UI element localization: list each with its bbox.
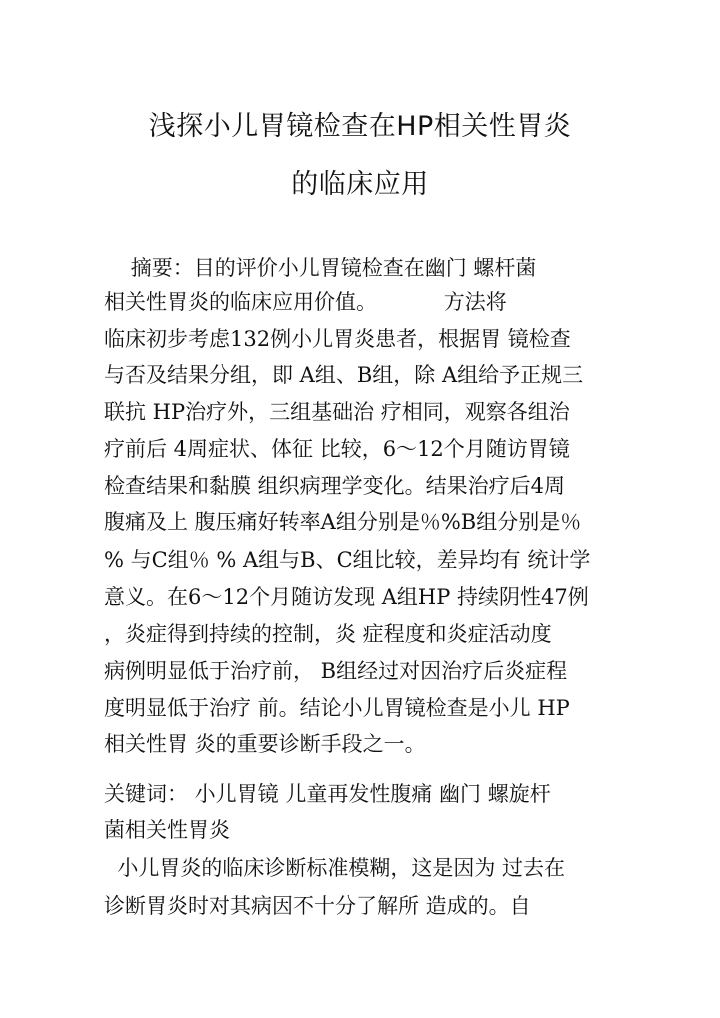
abstract-line: 相关性胃 炎的重要诊断手段之一。 [104,732,426,756]
keywords-line: 菌相关性胃炎 [104,818,230,842]
abstract-line: 度明显低于治疗 前。结论小儿胃镜检查是小儿 HP [104,696,570,720]
abstract-line: 病例明显低于治疗前， B组经过对因治疗后炎症程 [104,659,568,683]
abstract-line: ，炎症得到持续的控制，炎 症程度和炎症活动度 [104,622,552,646]
body-text-line: 小儿胃炎的临床诊断标准模糊，这是因为 过去在 [104,856,566,880]
document-title-line-1: 浅探小儿胃镜检查在HP相关性胃炎 [148,111,572,142]
abstract-line: 相关性胃炎的临床应用价值。 方法将 [104,290,507,314]
abstract-line: 疗前后 4周症状、体征 比较，6～12个月随访胃镜 [104,437,570,461]
keywords-line: 关键词： 小儿胃镜 儿童再发性腹痛 幽门 螺旋杆 [104,782,551,806]
abstract-line: 摘要：目的评价小儿胃镜检查在幽门 螺杆菌 [104,256,537,280]
document-title-line-2: 的临床应用 [291,169,429,200]
abstract-line: 检查结果和黏膜 组织病理学变化。结果治疗后4周 [104,474,566,498]
abstract-line: 临床初步考虑132例小儿胃炎患者，根据胃 镜检查 [104,327,571,351]
abstract-line: 腹痛及上 腹压痛好转率A组分别是％%B组分别是％ [104,510,582,534]
abstract-line: 与否及结果分组，即 A组、B组，除 A组给予正规三 [104,363,584,387]
body-text-line: 诊断胃炎时对其病因不十分了解所 造成的。自 [104,894,531,918]
abstract-line: % 与C组％ % A组与B、C组比较，差异均有 统计学 [104,548,591,572]
abstract-line: 意义。在6～12个月随访发现 A组HP 持续阴性47例 [104,585,589,609]
abstract-line: 联抗 HP治疗外，三组基础治 疗相同，观察各组治 [104,400,570,424]
